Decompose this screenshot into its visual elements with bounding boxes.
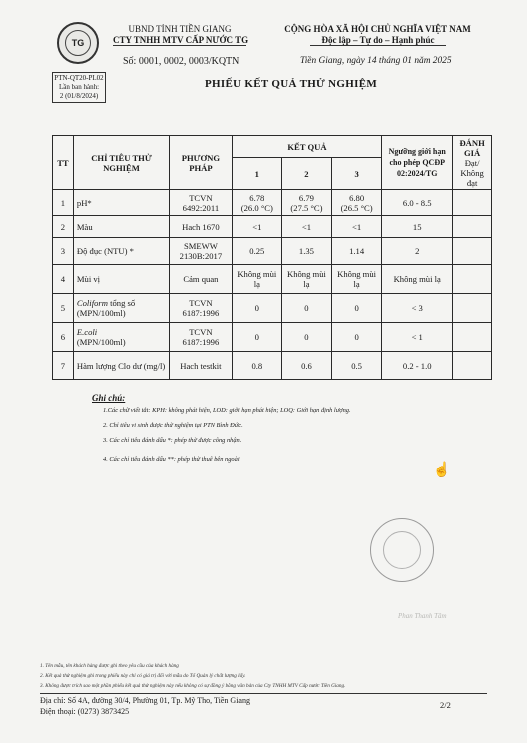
row-eval (453, 294, 492, 323)
row-result-3: <1 (332, 216, 382, 238)
note-item: 1.Các chữ viết tắt: KPH: không phát hiện, LOD: giới hạn phát hiện; LOQ: Giới hạn định lượng. (103, 407, 351, 414)
col-indicator: CHỈ TIÊU THỬ NGHIỆM (73, 136, 169, 190)
result-value: 6.80 (349, 192, 365, 203)
row-result-2: 0 (281, 294, 331, 323)
row-limit: 6.0 - 8.5 (382, 190, 453, 216)
row-method: Hach 1670 (170, 216, 233, 238)
row-result-1: 0 (232, 323, 281, 352)
row-tt: 4 (53, 265, 74, 294)
row-result-3: 1.14 (332, 238, 382, 265)
row-result-2: 0 (281, 323, 331, 352)
row-result-2: 0.6 (281, 352, 331, 380)
row-eval (453, 323, 492, 352)
table-row (53, 352, 492, 380)
indicator-unit: (MPN/100ml) (76, 308, 126, 318)
result-temp: (26.5 °C) (340, 202, 373, 213)
indicator-rest: tổng số (107, 298, 136, 308)
page-number: 2/2 (440, 700, 451, 710)
note-item: 4. Các chỉ tiêu đánh dấu **: phép thử thuê bên ngoài (103, 456, 240, 463)
doc-number: Số: 0001, 0002, 0003/KQTN (123, 56, 240, 67)
issue-label: Lần ban hành: (58, 83, 100, 91)
row-eval (453, 216, 492, 238)
header-company: CTY TNHH MTV CẤP NƯỚC TG (113, 35, 249, 45)
table-row (53, 216, 492, 238)
results-table (52, 135, 492, 380)
footer-divider (40, 693, 487, 694)
row-tt: 5 (53, 294, 74, 323)
row-indicator: Màu (73, 216, 169, 238)
row-result-3: Không mùi lạ (332, 265, 382, 294)
place-date: Tiền Giang, ngày 14 tháng 01 năm 2025 (300, 56, 452, 66)
col-method: PHƯƠNG PHÁP (170, 136, 233, 190)
signature-name: Phan Thanh Tâm (398, 612, 447, 620)
row-indicator (73, 294, 169, 323)
col-limit-text: Ngưỡng giới hạn cho phép QCĐP 02:2024/TG (388, 147, 446, 178)
company-logo (57, 22, 99, 64)
row-method: Hach testkit (170, 352, 233, 380)
table-row (53, 190, 492, 216)
col-r2: 2 (281, 158, 331, 190)
row-eval (453, 238, 492, 265)
note-item: 3. Các chỉ tiêu đánh dấu *: phép thử được công nhận. (103, 437, 242, 444)
row-indicator (73, 323, 169, 352)
row-result-3: 0.5 (332, 352, 382, 380)
header-country: CỘNG HÒA XÃ HỘI CHỦ NGHĨA VIỆT NAM (284, 24, 471, 34)
row-limit: 0.2 - 1.0 (382, 352, 453, 380)
row-indicator: pH* (73, 190, 169, 216)
col-tt: TT (53, 136, 74, 190)
row-result-1: Không mùi lạ (232, 265, 281, 294)
row-method: Cảm quan (170, 265, 233, 294)
col-limit (382, 136, 453, 190)
col-r1: 1 (232, 158, 281, 190)
col-eval-title: ĐÁNH GIÁ (459, 137, 485, 158)
row-limit: < 3 (382, 294, 453, 323)
stamp-inner (383, 531, 421, 569)
row-limit: Không mùi lạ (382, 265, 453, 294)
row-result-1: <1 (232, 216, 281, 238)
row-method: TCVN 6492:2011 (170, 190, 233, 216)
footnote: 1. Tên mẫu, tên khách hàng được ghi theo yêu cầu của khách hàng (40, 663, 179, 669)
row-limit: 2 (382, 238, 453, 265)
header-motto: Độc lập – Tự do – Hạnh phúc (310, 35, 446, 46)
result-temp: (26.0 °C) (240, 202, 273, 213)
header-authority: UBND TỈNH TIỀN GIANG (128, 24, 232, 34)
row-tt: 7 (53, 352, 74, 380)
row-result-2: 1.35 (281, 238, 331, 265)
row-limit: 15 (382, 216, 453, 238)
row-result-2: <1 (281, 216, 331, 238)
table-row (53, 238, 492, 265)
row-tt: 2 (53, 216, 74, 238)
row-result-1: 0.25 (232, 238, 281, 265)
result-value: 6.78 (249, 192, 265, 203)
hand-pointer-icon: ☝ (433, 463, 451, 478)
issue-value: 2 (01/8/2024) (59, 92, 99, 100)
col-eval-sub: Đạt/ Không đạt (460, 157, 484, 188)
row-result-1 (232, 190, 281, 216)
footer-phone: Điện thoại: (0273) 3873425 (40, 707, 130, 716)
row-result-3: 0 (332, 294, 382, 323)
form-code: PTN-QT20-PL02 (54, 74, 104, 82)
row-result-1: 0 (232, 294, 281, 323)
col-results: KẾT QUẢ (232, 136, 381, 158)
row-tt: 6 (53, 323, 74, 352)
col-eval (453, 136, 492, 190)
table-row (53, 294, 492, 323)
row-method: SMEWW 2130B:2017 (170, 238, 233, 265)
row-indicator: Độ đục (NTU) * (73, 238, 169, 265)
result-temp: (27.5 °C) (290, 202, 323, 213)
indicator-italic: Coliform (76, 298, 108, 308)
logo-text: TG (71, 38, 85, 48)
row-eval (453, 352, 492, 380)
row-result-3: 0 (332, 323, 382, 352)
row-eval (453, 190, 492, 216)
footnote: 3. Không được trích sao một phần phiếu kết quả thử nghiệm này nếu không có sự đồng ý bằng văn bản của Cty TNHH MTV Cấp nước Tiền Giang. (40, 683, 346, 689)
footer-address: Địa chỉ: Số 4A, đường 30/4, Phường 01, Tp. Mỹ Tho, Tiền Giang (40, 696, 250, 705)
row-result-3 (332, 190, 382, 216)
form-code-box (52, 72, 106, 103)
row-limit: < 1 (382, 323, 453, 352)
document-title: PHIẾU KẾT QUẢ THỬ NGHIỆM (205, 78, 378, 90)
row-result-1: 0.8 (232, 352, 281, 380)
row-eval (453, 265, 492, 294)
row-indicator: Hàm lượng Clo dư (mg/l) (73, 352, 169, 380)
row-indicator: Mùi vị (73, 265, 169, 294)
stamp-seal (370, 518, 434, 582)
row-result-2 (281, 190, 331, 216)
note-item: 2. Chỉ tiêu vi sinh được thử nghiệm tại PTN Bình Đức. (103, 422, 243, 429)
table-row (53, 323, 492, 352)
row-tt: 3 (53, 238, 74, 265)
notes-heading: Ghi chú: (92, 393, 126, 403)
result-value: 6.79 (298, 192, 314, 203)
row-method: TCVN 6187:1996 (170, 323, 233, 352)
row-method: TCVN 6187:1996 (170, 294, 233, 323)
indicator-unit: (MPN/100ml) (76, 337, 126, 347)
table-header-row (53, 136, 492, 158)
indicator-italic: E.coli (76, 327, 98, 337)
row-result-2: Không mùi lạ (281, 265, 331, 294)
table-row (53, 265, 492, 294)
footnote: 2. Kết quả thử nghiệm ghi trong phiếu này chỉ có giá trị đối với mẫu do Tổ Quản lý chất lượng lấy. (40, 673, 246, 679)
row-tt: 1 (53, 190, 74, 216)
col-r3: 3 (332, 158, 382, 190)
logo-emblem (65, 30, 91, 56)
